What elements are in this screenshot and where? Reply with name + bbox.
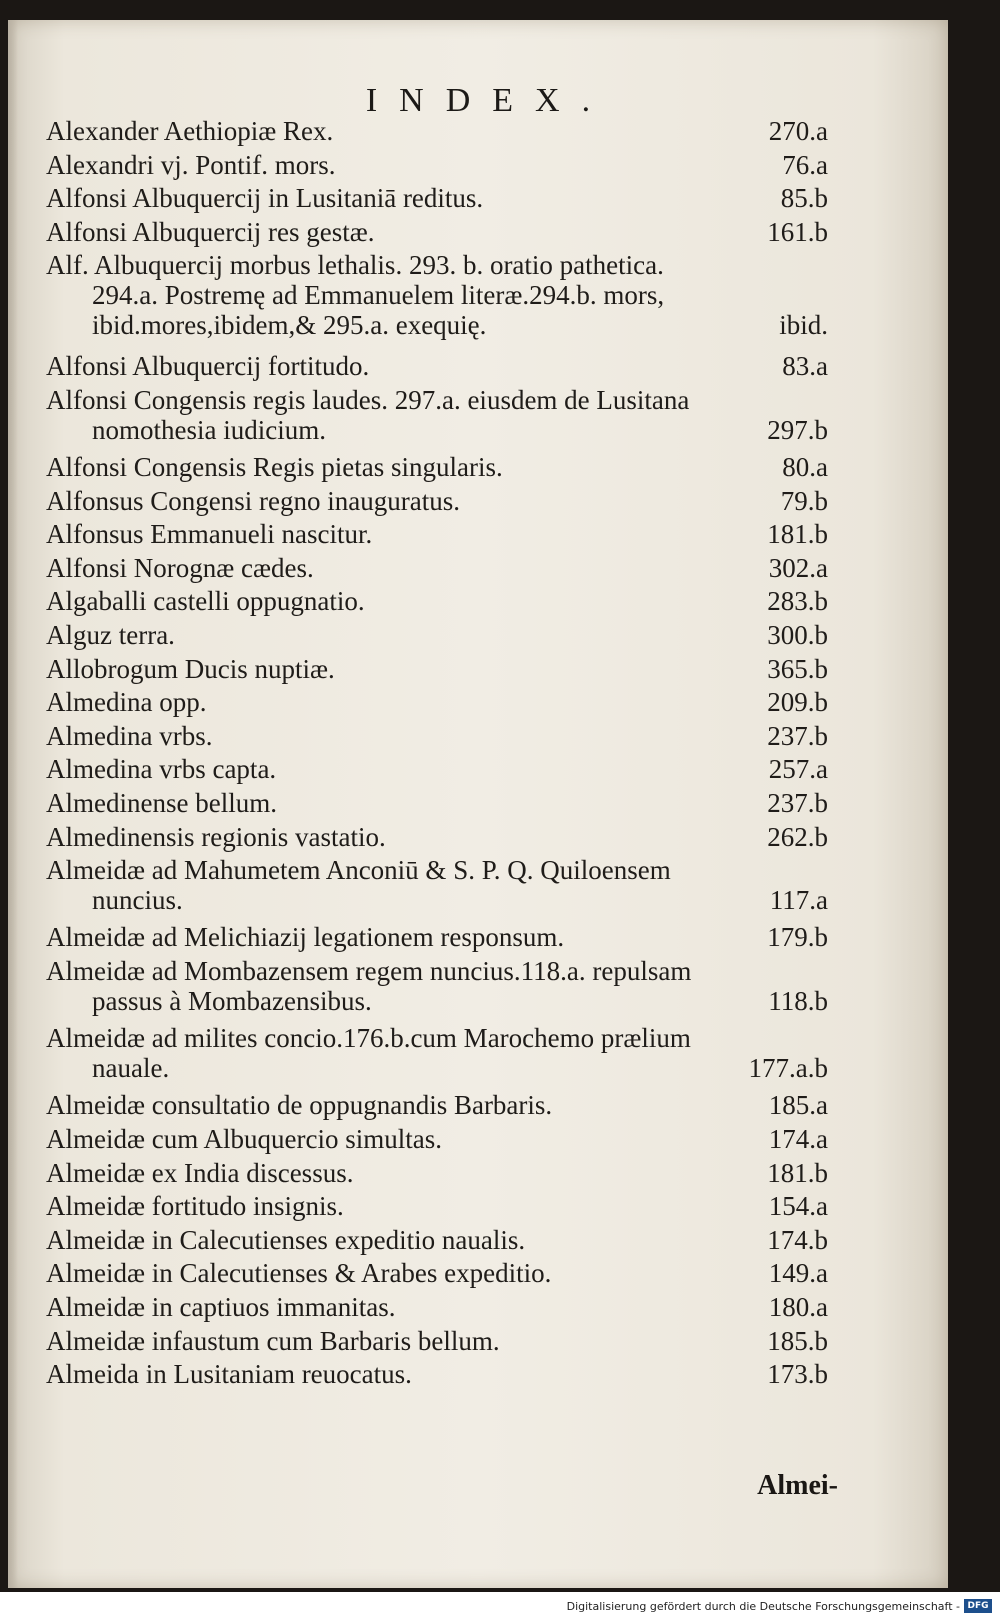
index-entry	[46, 553, 828, 583]
index-entry	[46, 687, 828, 717]
entry-text: Alfonsi Albuquercij fortitudo.	[46, 351, 370, 382]
entry-continuation: 294.a. Postremę ad Emmanuelem literæ.294.b. mors,	[92, 280, 665, 311]
page-reference: 179.b	[767, 922, 828, 953]
index-entry	[46, 956, 828, 1016]
index-entry	[46, 620, 828, 650]
index-entry	[46, 452, 828, 482]
index-entry	[46, 721, 828, 751]
index-entry	[46, 754, 828, 784]
entry-text: Alfonsus Emmanueli nascitur.	[46, 519, 373, 550]
entry-continuation: ibid.mores,ibidem,& 295.a. exequię.	[92, 310, 487, 341]
entry-text: Alf. Albuquercij morbus lethalis. 293. b. oratio pathetica.	[46, 250, 664, 281]
entry-text: Almeidæ ad Melichiazij legationem responsum.	[46, 922, 565, 953]
index-entry	[46, 1225, 828, 1255]
page-reference: 149.a	[768, 1258, 828, 1289]
page-reference: 262.b	[767, 821, 828, 852]
page-reference: 154.a	[768, 1191, 828, 1222]
index-entry	[46, 822, 828, 852]
page-reference: 79.b	[780, 485, 828, 516]
index-entry	[46, 519, 828, 549]
page-reference: 117.a	[769, 885, 828, 916]
page-reference: 85.b	[780, 183, 828, 214]
entry-text: Algaballi castelli oppugnatio.	[46, 586, 365, 617]
index-entry	[46, 150, 828, 180]
page-reference: 209.b	[767, 687, 828, 718]
entry-continuation: nuncius.	[92, 885, 183, 916]
index-entry	[46, 385, 828, 445]
book-page	[8, 20, 948, 1588]
entry-text: Alfonsus Congensi regno inauguratus.	[46, 485, 460, 516]
index-entry	[46, 486, 828, 516]
entry-text: Almeidæ ad milites concio.176.b.cum Marochemo prælium	[46, 1023, 691, 1054]
entry-text: Almeidæ in captiuos immanitas.	[46, 1292, 396, 1322]
index-entry	[46, 1326, 828, 1356]
index-entry	[46, 1359, 828, 1389]
entry-text: Almeida in Lusitaniam reuocatus.	[46, 1359, 412, 1390]
entry-text: Almeidæ fortitudo insignis.	[46, 1191, 344, 1222]
entry-text: Almeidæ in Calecutienses & Arabes expeditio.	[46, 1258, 552, 1289]
index-entry	[46, 855, 828, 915]
entry-text: Almedina opp.	[46, 687, 207, 718]
page-reference: 365.b	[767, 653, 828, 684]
index-entries	[8, 20, 948, 1588]
catchword: Almei-	[757, 1470, 838, 1501]
index-entry	[46, 217, 828, 247]
entry-continuation: nomothesia iudicium.	[92, 414, 326, 445]
entry-text: Alguz terra.	[46, 620, 175, 650]
entry-text: Almeidæ ad Mombazensem regem nuncius.118.a. repulsam	[46, 956, 692, 986]
page-reference: 237.b	[767, 788, 828, 818]
index-entry	[46, 1258, 828, 1288]
index-entry	[46, 654, 828, 684]
page-reference: ibid.	[779, 310, 828, 341]
entry-text: Alfonsi Norognæ cædes.	[46, 552, 314, 583]
page-reference: 83.a	[782, 351, 828, 382]
page-reference: 185.b	[767, 1325, 828, 1356]
page-reference: 257.a	[768, 754, 828, 785]
index-entry	[46, 1292, 828, 1322]
entry-text: Almedinensis regionis vastatio.	[46, 821, 386, 852]
page-reference: 177.a.b	[748, 1053, 828, 1084]
page-reference: 181.b	[767, 519, 828, 550]
entry-text: Almeidæ cum Albuquercio simultas.	[46, 1124, 442, 1154]
index-entry	[46, 1023, 828, 1083]
digitization-footer	[0, 1594, 1000, 1621]
page-reference: 185.a	[768, 1090, 828, 1121]
page-reference: 118.b	[768, 986, 828, 1016]
index-entry	[46, 788, 828, 818]
page-reference: 76.a	[782, 149, 828, 180]
entry-text: Alfonsi Albuquercij res gestæ.	[46, 216, 375, 247]
entry-text: Almeidæ consultatio de oppugnandis Barbaris.	[46, 1090, 553, 1121]
page-reference: 270.a	[768, 116, 828, 146]
footer-credit: Digitalisierung gefördert durch die Deutsche Forschungsgemeinschaft -	[566, 1600, 960, 1613]
entry-text: Almeidæ infaustum cum Barbaris bellum.	[46, 1325, 500, 1356]
page-reference: 181.b	[767, 1157, 828, 1188]
index-entry	[46, 1191, 828, 1221]
page-reference: 174.a	[768, 1124, 828, 1154]
index-entry	[46, 1090, 828, 1120]
page-reference: 297.b	[767, 414, 828, 445]
page-heading: INDEX.	[365, 82, 613, 119]
entry-text: Alfonsi Congensis regis laudes. 297.a. eiusdem de Lusitana	[46, 384, 690, 415]
entry-text: Alexander Aethiopiæ Rex.	[46, 116, 334, 146]
page-reference: 237.b	[767, 720, 828, 751]
entry-text: Allobrogum Ducis nuptiæ.	[46, 653, 335, 684]
entry-text: Almeidæ ad Mahumetem Anconiū & S. P. Q. Quiloensem	[46, 855, 671, 886]
entry-text: Alfonsi Albuquercij in Lusitaniā reditus.	[46, 183, 484, 214]
entry-continuation: passus à Mombazensibus.	[92, 986, 372, 1016]
entry-text: Almedina vrbs capta.	[46, 754, 277, 785]
dfg-logo: DFG	[964, 1599, 992, 1613]
index-entry	[46, 1124, 828, 1154]
entry-text: Alfonsi Congensis Regis pietas singularis.	[46, 452, 503, 482]
page-reference: 173.b	[767, 1359, 828, 1390]
entry-text: Almeidæ ex India discessus.	[46, 1157, 354, 1188]
index-entry	[46, 922, 828, 952]
index-entry	[46, 1158, 828, 1188]
index-entry	[46, 586, 828, 616]
index-entry	[46, 116, 828, 146]
page-reference: 80.a	[782, 452, 828, 482]
page-reference: 180.a	[768, 1292, 828, 1322]
entry-text: Almeidæ in Calecutienses expeditio naualis.	[46, 1224, 526, 1255]
entry-text: Alexandri vj. Pontif. mors.	[46, 149, 336, 180]
page-reference: 174.b	[767, 1224, 828, 1255]
index-entry	[46, 351, 828, 381]
page-reference: 302.a	[768, 552, 828, 583]
page-reference: 300.b	[767, 620, 828, 650]
entry-continuation: nauale.	[92, 1053, 170, 1084]
index-entry	[46, 250, 828, 340]
entry-text: Almedina vrbs.	[46, 720, 213, 751]
page-reference: 283.b	[767, 586, 828, 617]
page-reference: 161.b	[767, 216, 828, 247]
index-entry	[46, 183, 828, 213]
entry-text: Almedinense bellum.	[46, 788, 277, 818]
